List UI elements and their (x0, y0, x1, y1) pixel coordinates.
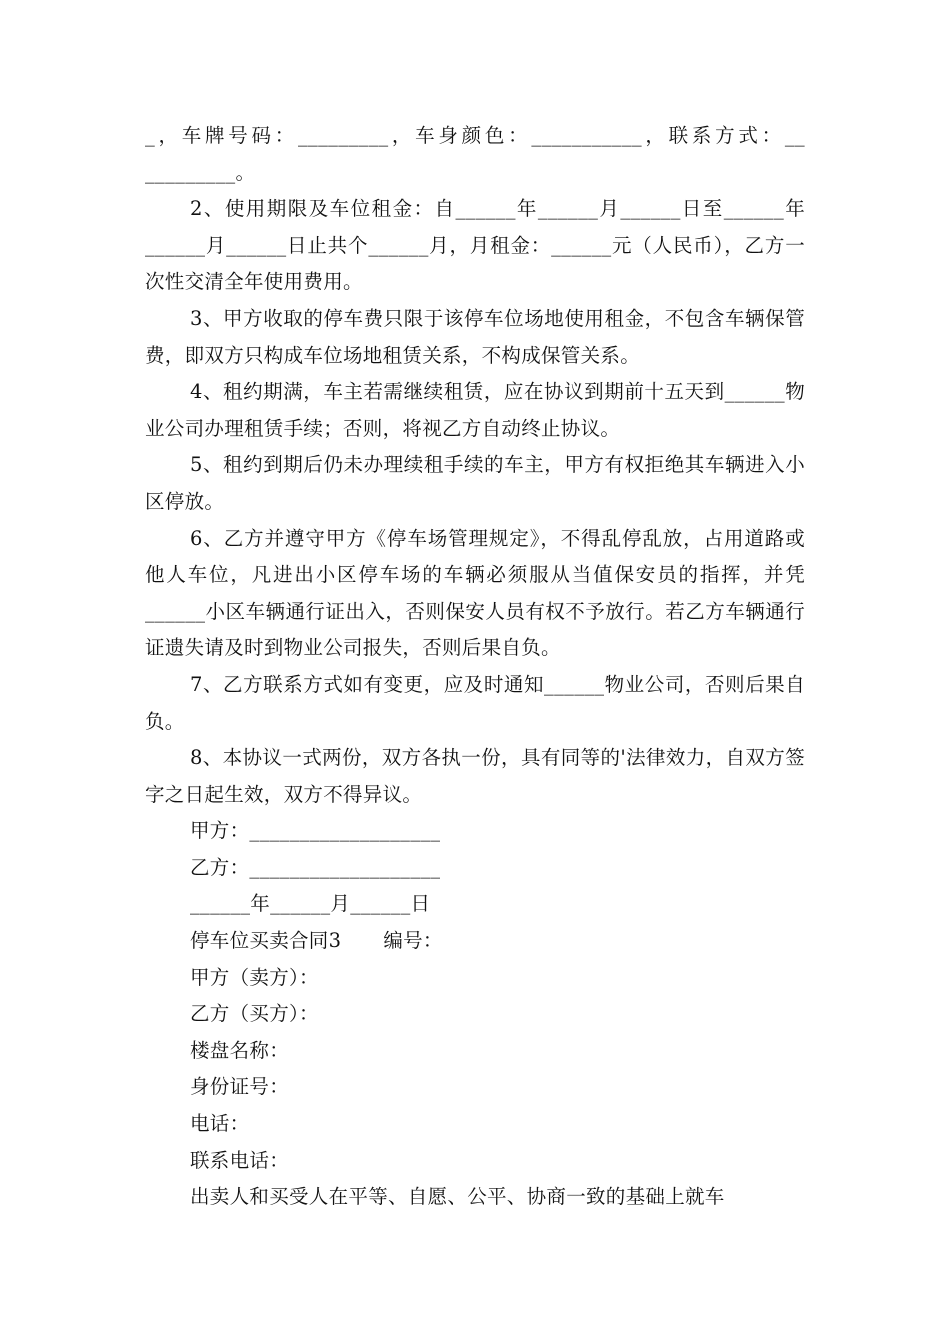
clause-2-term-and-rent: 2、使用期限及车位租金：自______年______月______日至______年______月______日止共个______月，月租金：______元（人民币），乙方一次性交清全年使用费用。 (145, 197, 805, 294)
field-buyer: 乙方（买方）： (190, 1002, 319, 1026)
clause-8-effectiveness: 8、本协议一式两份，双方各执一份，具有同等的'法律效力，自双方签字之日起生效，双方不得异议。 (145, 746, 805, 806)
clause-6-parking-rules: 6、乙方并遵守甲方《停车场管理规定》，不得乱停乱放，占用道路或他人车位，凡进出小区停车场的车辆必须服从当值保安员的指挥，并凭______小区车辆通行证出入，否则保安人员有权不予放行。若乙方车辆通行证遗失请及时到物业公司报失，否则后果自负。 (145, 526, 805, 660)
clause-4-renewal: 4、租约期满，车主若需继续租赁，应在协议到期前十五天到______物业公司办理租赁手续；否则，将视乙方自动终止协议。 (145, 380, 805, 440)
field-seller: 甲方（卖方）： (190, 965, 319, 989)
signature-party-a: 甲方：___________________ (190, 819, 441, 843)
closing-paragraph: 出卖人和买受人在平等、自愿、公平、协商一致的基础上就车 (190, 1185, 725, 1209)
field-id-number: 身份证号： (190, 1075, 290, 1099)
paragraph-2: _________。 (145, 160, 256, 184)
signature-party-b: 乙方：___________________ (190, 855, 441, 879)
paragraph-1: _，车牌号码：_________，车身颜色：___________，联系方式：__ (145, 124, 805, 147)
contract-number-label: 编号： (383, 929, 443, 953)
contract-3-heading (145, 923, 805, 960)
field-property-name: 楼盘名称： (190, 1038, 290, 1062)
field-contact-phone: 联系电话： (190, 1148, 290, 1172)
field-phone: 电话： (190, 1112, 250, 1136)
signature-date: ______年______月______日 (190, 892, 431, 916)
clause-7-contact-change: 7、乙方联系方式如有变更，应及时通知______物业公司，否则后果自负。 (145, 672, 805, 733)
contract-3-title: 停车位买卖合同3 (190, 929, 342, 953)
clause-5-expiry: 5、租约到期后仍未办理续租手续的车主，甲方有权拒绝其车辆进入小区停放。 (145, 453, 805, 513)
document-body (145, 118, 805, 1216)
clause-3-parking-fee: 3、甲方收取的停车费只限于该停车位场地使用租金，不包含车辆保管费，即双方只构成车位场地租赁关系，不构成保管关系。 (145, 306, 805, 367)
